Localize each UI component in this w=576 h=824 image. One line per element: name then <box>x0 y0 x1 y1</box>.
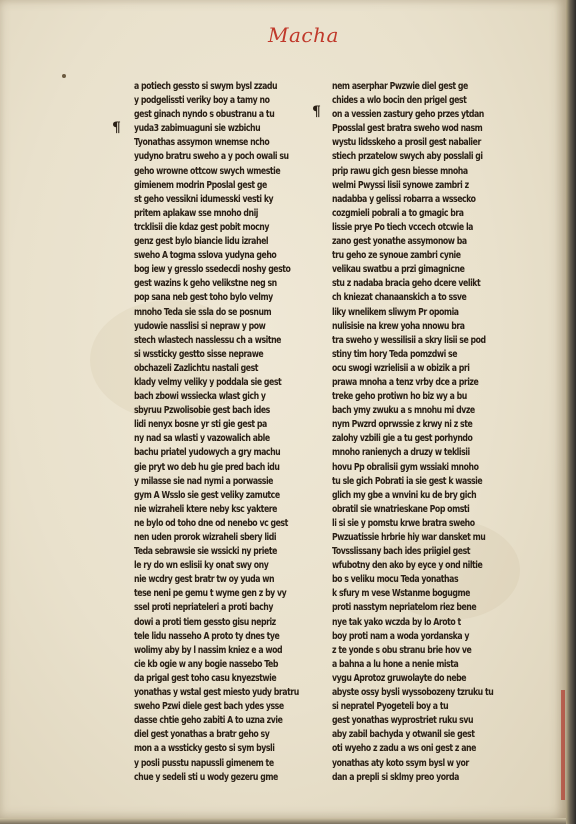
text-line: obchazeli Zazlichtu nastali gest <box>134 362 259 374</box>
text-line: proti nasstym nepriatelom riez bene <box>332 602 477 614</box>
text-line: nie wcdry gest bratr tw oy yuda wn <box>134 574 275 586</box>
text-line: st geho vessikni idumesski vesti ky <box>134 193 274 205</box>
text-line: y posli pusstu napussli gimenem te <box>134 757 274 769</box>
text-line: da prigal gest toho casu knyezstwie <box>134 672 277 684</box>
right-text-column <box>332 80 500 785</box>
text-line: mon a a wssticky gesto si sym bysli <box>134 743 275 755</box>
page-edge-right <box>566 0 576 824</box>
text-line: obratil sie wnatrieskane Pop omsti <box>332 503 470 515</box>
text-line: gest yonathas wyprostriet ruku svu <box>332 715 474 727</box>
text-line: tra sweho y wessilisii a skry lisii se pod <box>332 334 486 346</box>
text-line: zano gest yonathe assymonow ba <box>332 236 467 248</box>
paragraph-mark-icon: ¶ <box>112 120 121 136</box>
red-page-edge <box>561 690 565 800</box>
text-line: ssel proti nepriateleri a proti bachy <box>134 602 273 614</box>
text-line: lissie prye Po tiech vccech otcwie la <box>332 221 473 233</box>
text-line: liky wnelikem sliwym Pr opomia <box>332 306 459 318</box>
text-line: bog iew y gresslo ssedecdi noshy gesto <box>134 264 291 276</box>
text-line: on a vessien zastury geho przes ytdan <box>332 109 484 121</box>
text-line: y podgelissti veriky boy a tamy no <box>134 95 270 107</box>
text-line: pop sana neb gest toho bylo velmy <box>134 292 273 304</box>
text-line: trcklisii die kdaz gest pobit mocny <box>134 221 269 233</box>
text-line: ny nad sa wlasti y vazowalich able <box>134 433 270 445</box>
paragraph-mark-icon: ¶ <box>312 104 321 120</box>
text-line: prawa mnoha a tenz vrby dce a prize <box>332 376 479 388</box>
text-line: vygu Aprotoz gruwolayte do nebe <box>332 672 467 684</box>
text-line: zalohy vzbili gie a tu gest porhyndo <box>332 433 473 445</box>
text-line: stech wlastech nasslessu ch a wsitne <box>134 334 281 346</box>
text-line: nadabba y gelissi robarra a wssecko <box>332 193 476 205</box>
text-line: treke geho protiwn ho biz wy a bu <box>332 391 467 403</box>
text-line: wystu lidsskeho a prosil gest nabalier <box>332 137 481 149</box>
text-line: diel gest yonathas a bratr geho sy <box>134 729 270 741</box>
text-line: oti wyeho z zadu a ws oni gest z ane <box>332 743 476 755</box>
text-line: pritem aplakaw sse mnoho dnij <box>134 207 258 219</box>
text-line: gie pryt wo deb hu gie pred bach idu <box>134 461 280 473</box>
text-line: gest ginach nyndo s obustranu a tu <box>134 109 275 121</box>
text-line: yudyno bratru sweho a y poch owali su <box>134 151 289 163</box>
running-head: Macha <box>268 23 339 47</box>
text-line: abyste ossy bysli wyssobozeny tzruku tu <box>332 687 494 699</box>
text-line: yonathas aty koto ssym bysl w yor <box>332 757 469 769</box>
text-line: nym Pwzrd oprwssie z krwy ni z ste <box>332 419 473 431</box>
text-line: tu sle gich Pobrati ia sie gest k wassie <box>332 475 483 487</box>
text-line: tru geho ze synoue zambri cynie <box>332 250 461 262</box>
text-line: gym A Wsslo sie gest veliky zamutce <box>134 489 280 501</box>
text-line: gest wazins k geho velikstne neg sn <box>134 278 277 290</box>
left-text-column <box>134 80 302 785</box>
text-line: gimienem modrin Pposlal gest ge <box>134 179 267 191</box>
text-line: aby zabil bachyda y otwanil sie gest <box>332 729 475 741</box>
text-line: nen uden prorok wizraheli sbery lidi <box>134 532 277 543</box>
margin-mark <box>62 74 66 78</box>
text-line: k sfury m vese Wstanme bogugme <box>332 588 470 600</box>
text-line: si wssticky gestto sisse neprawe <box>134 348 264 360</box>
text-line: Tovsslissany bach ides priigiel gest <box>332 546 471 558</box>
text-line: chides a wlo bocin den prigel gest <box>332 95 467 107</box>
text-line: sweho Pzwi diele gest bach ydes ysse <box>134 701 284 713</box>
text-line: nem aserphar Pwzwie diel gest ge <box>332 81 468 92</box>
text-line: hovu Pp obralisii gym wssiaki mnoho <box>332 461 479 473</box>
text-line: boy proti nam a woda yordanska y <box>332 630 470 642</box>
text-line: geho wrowne ottcow swych wmestie <box>134 165 281 177</box>
text-line: yuda3 zabimuaguni sie wzbichu <box>134 123 261 135</box>
text-line: Tyonathas assymon wnemse ncho <box>134 137 270 149</box>
text-line: cie kb ogie w any bogie nassebo Teb <box>134 658 278 670</box>
text-line: wolimy aby by l nassim kniez e a wod <box>134 644 283 656</box>
text-line: bo s veliku mocu Teda yonathas <box>332 574 459 586</box>
text-line: Pwzuatissie hrbrie hiy war dansket mu <box>332 532 486 543</box>
text-line: nye tak yako wczda by lo Aroto t <box>332 616 461 628</box>
text-line: mnoho Teda sie ssla do se posnum <box>134 306 272 318</box>
text-line: a potiech gessto si swym bysl zzadu <box>134 81 278 92</box>
text-line: genz gest bylo biancie lidu izrahel <box>134 236 269 248</box>
text-line: a bahna a lu hone a nenie mista <box>332 658 459 670</box>
text-line: lidi nenyx bosne yr sti gie gest pa <box>134 419 267 431</box>
text-line: y milasse sie nad nymi a porwassie <box>134 475 273 487</box>
text-line: ne bylo od toho dne od nenebo vc gest <box>134 517 288 529</box>
text-line: yudowie nasslisi si nepraw y pow <box>134 320 266 332</box>
text-line: bach zbowi wssiecka wlast gich y <box>134 391 266 403</box>
text-line: stu z nadaba bracia geho dcere velikt <box>332 278 481 290</box>
text-line: velikau swatbu a przi gimagnicne <box>332 264 465 276</box>
text-line: Teda sebrawsie sie wssicki ny priete <box>134 546 277 558</box>
text-line: nulisisie na krew yoha nnowu bra <box>332 320 465 332</box>
text-line: Pposslal gest bratra sweho wod nasm <box>332 123 483 135</box>
text-line: cozgmieli pobrali a to gmagic bra <box>332 207 464 219</box>
text-line: tele lidu nasseho A proto ty dnes tye <box>134 630 280 642</box>
text-line: dan a prepli si sklmy preo yorda <box>332 771 459 783</box>
text-line: si nepratel Pyogeteli boy a tu <box>332 701 449 713</box>
text-line: z te yonde s obu stranu brie hov ve <box>332 644 472 656</box>
text-line: glich my gbe a wnvini ku de bry gich <box>332 489 477 501</box>
text-line: welmi Pwyssi lisii synowe zambri z <box>332 179 469 191</box>
text-line: sweho A togma sslova yudyna geho <box>134 250 277 262</box>
text-line: stiny tim hory Teda pomzdwi se <box>332 348 458 360</box>
text-line: sbyruu Pzwolisobie gest bach ides <box>134 405 270 417</box>
text-line: klady velmy veliky y poddala sie gest <box>134 376 282 388</box>
text-line: wfubotny den ako by eyce y ond niltie <box>332 560 483 572</box>
text-line: stiech przatelow swych aby posslali gi <box>332 151 483 163</box>
text-line: ch kniezat chanaanskich a to ssve <box>332 292 467 304</box>
text-line: tese neni pe gemu t wyme gen z by vy <box>134 588 287 600</box>
text-line: mnoho ranienych a druzy w teklisii <box>332 447 470 459</box>
text-line: bach ymy zwuku a s mnohu mi dvze <box>332 405 475 417</box>
text-line: ocu swogi wzrielisii a w obizik a pri <box>332 362 470 374</box>
page-edge-bottom <box>0 818 566 824</box>
text-line: yonathas y wstal gest miesto yudy bratru <box>134 687 299 699</box>
text-line: chue y sedeli sti u wody gezeru gme <box>134 771 278 783</box>
text-line: bachu priatel yudowych a gry machu <box>134 447 281 459</box>
text-line: dowi a proti tiem gessto gisu nepriz <box>134 616 276 628</box>
text-line: nie wizraheli ktere neby ksc yaktere <box>134 503 277 515</box>
text-line: li si sie y pomstu krwe bratra sweho <box>332 517 475 529</box>
text-line: prip rawu gich gesn biesse mnoha <box>332 165 468 177</box>
text-line: dasse chtie geho zabiti A to uzna zvie <box>134 715 283 727</box>
text-line: le ry do wn eslisii ky onat swy ony <box>134 560 269 572</box>
